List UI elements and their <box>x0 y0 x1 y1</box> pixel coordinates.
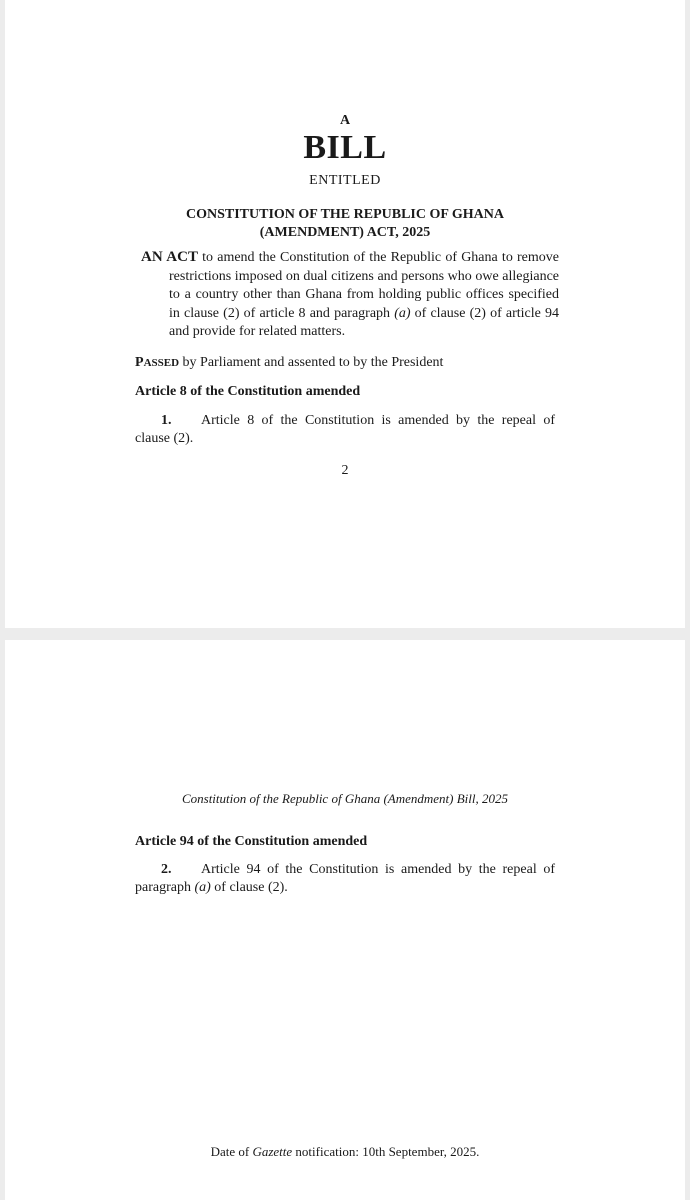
bill-article: A <box>339 113 351 128</box>
section-1-heading: Article 8 of the Constitution amended <box>135 384 361 399</box>
long-title-italic: (a) <box>394 305 411 321</box>
act-title-line-2: (AMENDMENT) ACT, 2025 <box>259 225 431 240</box>
enacting-text: by Parliament and assented to by the President <box>179 355 444 370</box>
gazette-suffix: notification: 10th September, 2025. <box>292 1144 480 1159</box>
gazette-italic: Gazette <box>252 1144 293 1159</box>
act-title-line-1: CONSTITUTION OF THE REPUBLIC OF GHANA <box>185 207 505 222</box>
running-head: Constitution of the Republic of Ghana (Amendment) Bill, 2025 <box>181 791 509 806</box>
bill-title: BILL <box>303 129 387 166</box>
page-number: 2 <box>341 463 349 478</box>
document-page-2 <box>5 640 685 1200</box>
long-title-paragraph <box>141 248 559 342</box>
long-title-text-1: to amend the Constitution of the Republic of Ghana to remove restrictions imposed on dual citizens and persons who owe allegiance to a country other than Ghana from holding public offices specified in clause (2) of article 8 and paragraph <box>169 250 559 321</box>
enacting-first-letter: P <box>135 355 144 370</box>
section-2-body <box>135 861 555 897</box>
long-title-lead: AN ACT <box>141 249 198 265</box>
section-2-heading: Article 94 of the Constitution amended <box>135 834 368 849</box>
gazette-notification <box>5 1144 685 1160</box>
enacting-formula <box>135 355 443 371</box>
enacting-small-caps: ASSED <box>143 357 180 369</box>
section-2-italic: (a) <box>194 880 211 895</box>
gazette-prefix: Date of <box>210 1144 253 1159</box>
section-2-text-2: of clause (2). <box>210 880 288 895</box>
section-1-text: Article 8 of the Constitution is amended by the repeal of clause (2). <box>135 413 555 446</box>
section-2-text-1: Article 94 of the Constitution is amended by the repeal of paragraph <box>135 862 555 895</box>
act-title <box>5 206 685 242</box>
section-2-number: 2. <box>161 862 172 877</box>
section-1-body <box>135 412 555 448</box>
long-title-text-2: of clause (2) of article 94 and provide for related matters. <box>169 305 559 339</box>
long-title <box>141 248 559 342</box>
section-1-number: 1. <box>161 413 172 428</box>
document-page-1 <box>5 0 685 628</box>
entitled-label: ENTITLED <box>309 173 381 188</box>
